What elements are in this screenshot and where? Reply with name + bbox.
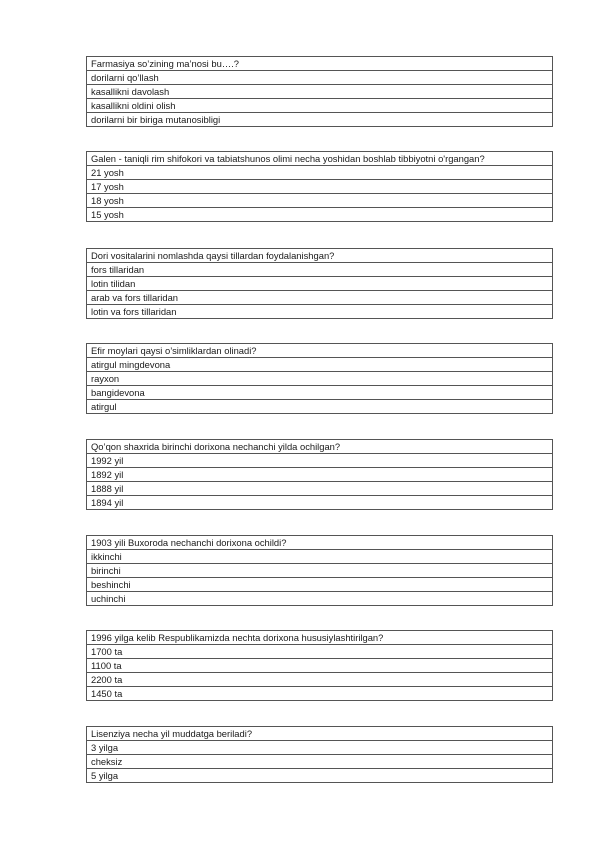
answer-option: 18 yosh: [87, 194, 553, 208]
question-text: 1903 yili Buxoroda nechanchi dorixona ochildi?: [87, 536, 553, 550]
answer-option: 1700 ta: [87, 645, 553, 659]
answer-option: kasallikni davolash: [87, 85, 553, 99]
answer-option: ikkinchi: [87, 550, 553, 564]
answer-option-row: [87, 592, 553, 606]
question-row: [87, 152, 553, 166]
answer-option: uchinchi: [87, 592, 553, 606]
answer-option: 5 yilga: [87, 769, 553, 783]
answer-option-row: [87, 550, 553, 564]
question-text: Dori vositalarini nomlashda qaysi tillardan foydalanishgan?: [87, 249, 553, 263]
answer-option-row: [87, 263, 553, 277]
question-row: [87, 344, 553, 358]
answer-option-row: [87, 454, 553, 468]
answer-option: 1992 yil: [87, 454, 553, 468]
answer-option-row: [87, 358, 553, 372]
answer-option-row: [87, 277, 553, 291]
question-block-3: [86, 248, 553, 319]
answer-option: 3 yilga: [87, 741, 553, 755]
answer-option: 21 yosh: [87, 166, 553, 180]
question-row: [87, 727, 553, 741]
answer-option-row: [87, 71, 553, 85]
answer-option-row: [87, 85, 553, 99]
answer-option: beshinchi: [87, 578, 553, 592]
answer-option: atirgul mingdevona: [87, 358, 553, 372]
answer-option-row: [87, 194, 553, 208]
answer-option-row: [87, 372, 553, 386]
answer-option-row: [87, 687, 553, 701]
answer-option-row: [87, 180, 553, 194]
answer-option-row: [87, 741, 553, 755]
answer-option-row: [87, 113, 553, 127]
question-text: 1996 yilga kelib Respublikamizda nechta dorixona hususiylashtirilgan?: [87, 631, 553, 645]
answer-option: kasallikni oldini olish: [87, 99, 553, 113]
answer-option: 15 yosh: [87, 208, 553, 222]
answer-option-row: [87, 291, 553, 305]
question-row: [87, 440, 553, 454]
answer-option: 1894 yil: [87, 496, 553, 510]
answer-option-row: [87, 578, 553, 592]
question-block-2: [86, 151, 553, 222]
answer-option-row: [87, 468, 553, 482]
answer-option-row: [87, 386, 553, 400]
question-text: Qo’qon shaxrida birinchi dorixona nechanchi yilda ochilgan?: [87, 440, 553, 454]
question-row: [87, 57, 553, 71]
answer-option: 17 yosh: [87, 180, 553, 194]
answer-option: lotin va fors tillaridan: [87, 305, 553, 319]
answer-option: dorilarni bir biriga mutanosibligi: [87, 113, 553, 127]
answer-option-row: [87, 305, 553, 319]
answer-option: birinchi: [87, 564, 553, 578]
answer-option: 1100 ta: [87, 659, 553, 673]
question-block-6: [86, 535, 553, 606]
answer-option: lotin tilidan: [87, 277, 553, 291]
answer-option: 1892 yil: [87, 468, 553, 482]
answer-option-row: [87, 755, 553, 769]
answer-option: atirgul: [87, 400, 553, 414]
question-block-1: [86, 56, 553, 127]
question-row: [87, 249, 553, 263]
question-block-7: [86, 630, 553, 701]
question-block-8: [86, 726, 553, 783]
answer-option: bangidevona: [87, 386, 553, 400]
question-block-5: [86, 439, 553, 510]
answer-option: 1888 yil: [87, 482, 553, 496]
answer-option-row: [87, 564, 553, 578]
answer-option: 2200 ta: [87, 673, 553, 687]
answer-option-row: [87, 496, 553, 510]
answer-option: fors tillaridan: [87, 263, 553, 277]
answer-option-row: [87, 769, 553, 783]
answer-option-row: [87, 482, 553, 496]
answer-option-row: [87, 208, 553, 222]
question-text: Farmasiya so’zining ma’nosi bu….?: [87, 57, 553, 71]
answer-option: dorilarni qo’llash: [87, 71, 553, 85]
question-row: [87, 536, 553, 550]
answer-option: arab va fors tillaridan: [87, 291, 553, 305]
question-row: [87, 631, 553, 645]
question-block-4: [86, 343, 553, 414]
answer-option-row: [87, 99, 553, 113]
answer-option: cheksiz: [87, 755, 553, 769]
answer-option-row: [87, 645, 553, 659]
answer-option-row: [87, 673, 553, 687]
question-text: Galen - taniqli rim shifokori va tabiatshunos olimi necha yoshidan boshlab tibbiyotni o'rgangan?: [87, 152, 553, 166]
answer-option-row: [87, 659, 553, 673]
question-text: Efir moylari qaysi o’simliklardan olinadi?: [87, 344, 553, 358]
question-text: Lisenziya necha yil muddatga beriladi?: [87, 727, 553, 741]
answer-option-row: [87, 400, 553, 414]
answer-option-row: [87, 166, 553, 180]
answer-option: rayxon: [87, 372, 553, 386]
answer-option: 1450 ta: [87, 687, 553, 701]
